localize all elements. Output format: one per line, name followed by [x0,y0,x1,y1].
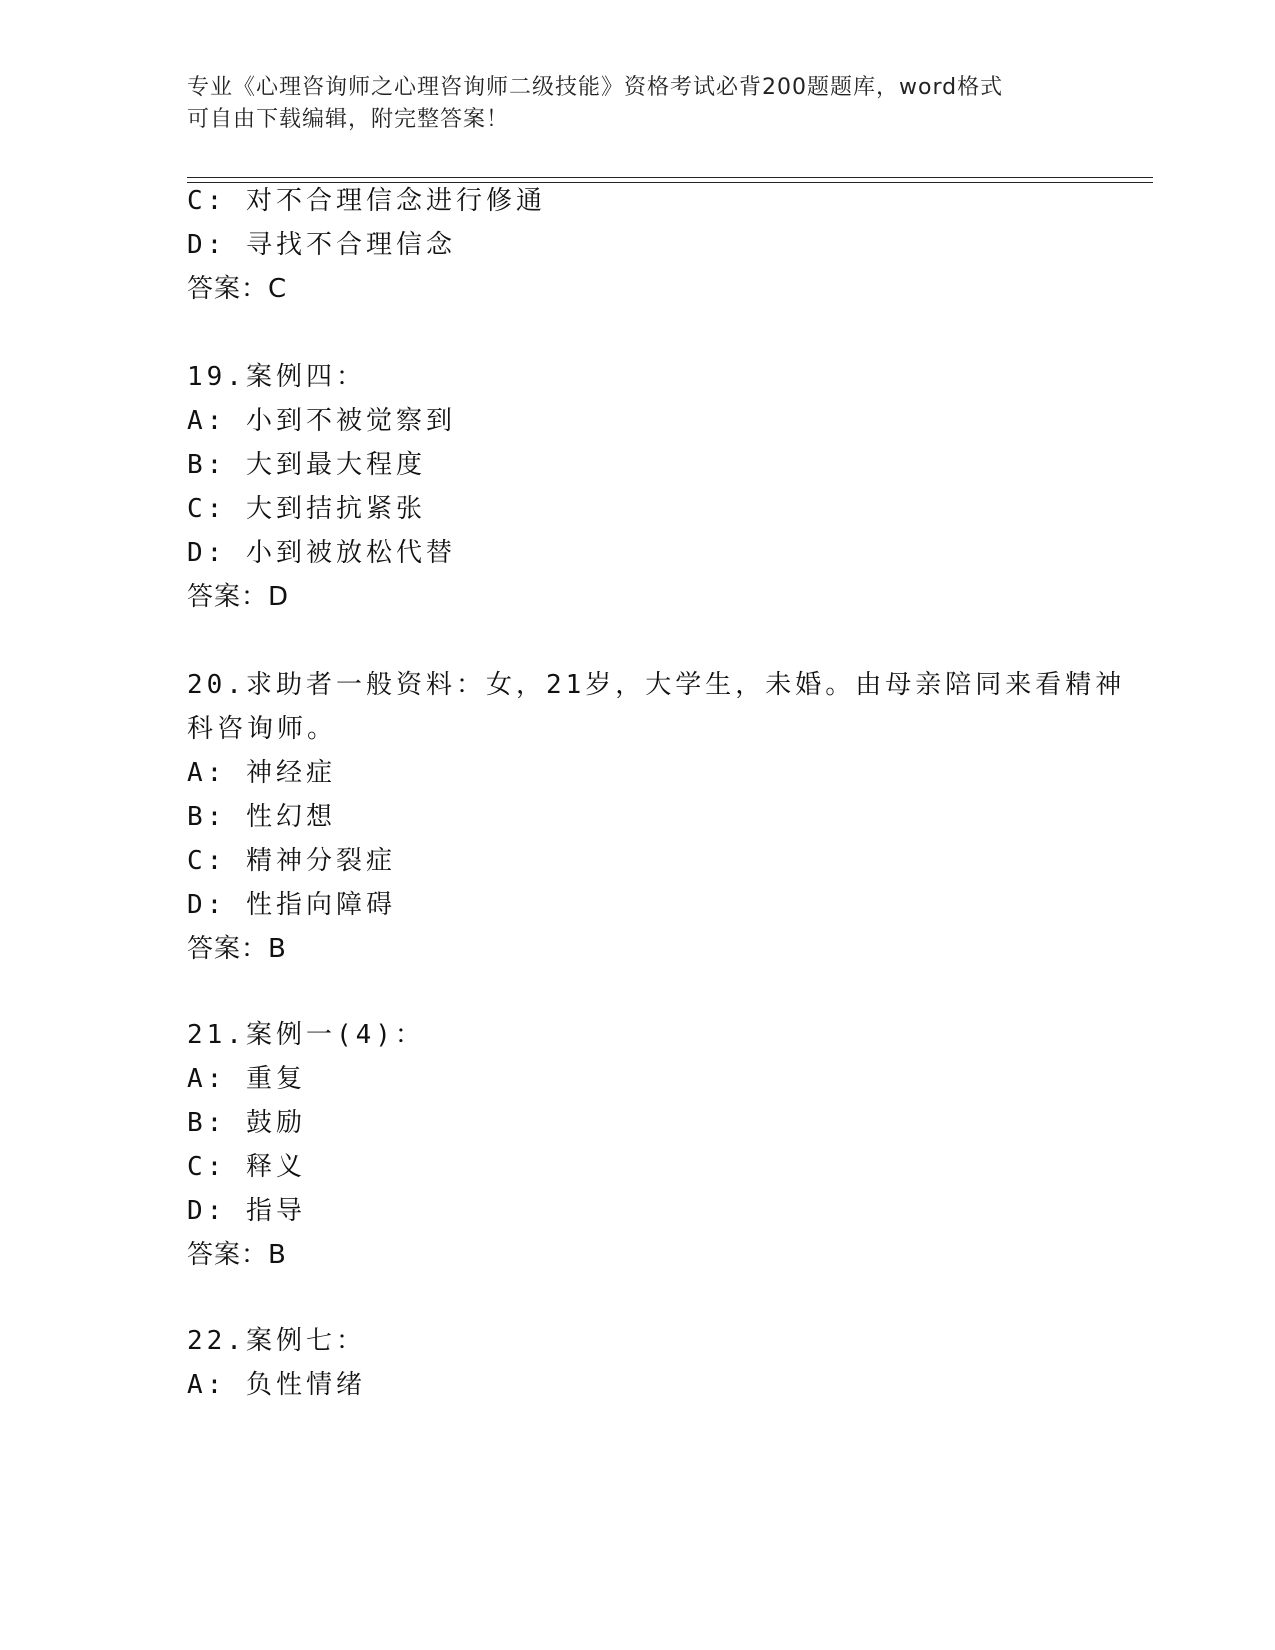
header-divider-top [187,177,1153,178]
q20-stem-line-2: 科咨询师。 [187,714,338,744]
header-divider-bottom [187,182,1153,183]
q21-option-a: A: 重复 [187,1064,306,1094]
document-header [187,72,1067,136]
q20-option-d: D: 性指向障碍 [187,890,396,920]
prev-question-option-c: C: 对不合理信念进行修通 [187,186,546,216]
q19-option-c: C: 大到拮抗紧张 [187,494,426,524]
q20-stem-line-1: 20.求助者一般资料：女，21岁，大学生，未婚。由母亲陪同来看精神 [187,670,1126,700]
prev-question-option-d: D: 寻找不合理信念 [187,230,456,260]
q19-answer: 答案：D [187,582,290,612]
q20-option-c: C: 精神分裂症 [187,846,396,876]
q19-option-b: B: 大到最大程度 [187,450,426,480]
q22-stem: 22.案例七： [187,1326,366,1356]
q19-option-a: A: 小到不被觉察到 [187,406,456,436]
q20-option-b: B: 性幻想 [187,802,336,832]
header-title-line-1: 专业《心理咨询师之心理咨询师二级技能》资格考试必背200题题库，word格式 [187,75,1004,100]
q21-option-b: B: 鼓励 [187,1108,306,1138]
header-title-line-2: 可自由下载编辑，附完整答案！ [187,107,510,132]
q21-stem: 21.案例一(4)： [187,1020,425,1050]
q22-option-a: A: 负性情绪 [187,1370,366,1400]
q19-option-d: D: 小到被放松代替 [187,538,456,568]
q21-option-c: C: 释义 [187,1152,306,1182]
prev-question-answer: 答案：C [187,274,288,304]
q20-option-a: A: 神经症 [187,758,336,788]
q21-answer: 答案：B [187,1240,287,1270]
q20-answer: 答案：B [187,934,287,964]
q21-option-d: D: 指导 [187,1196,306,1226]
q19-stem: 19.案例四： [187,362,366,392]
